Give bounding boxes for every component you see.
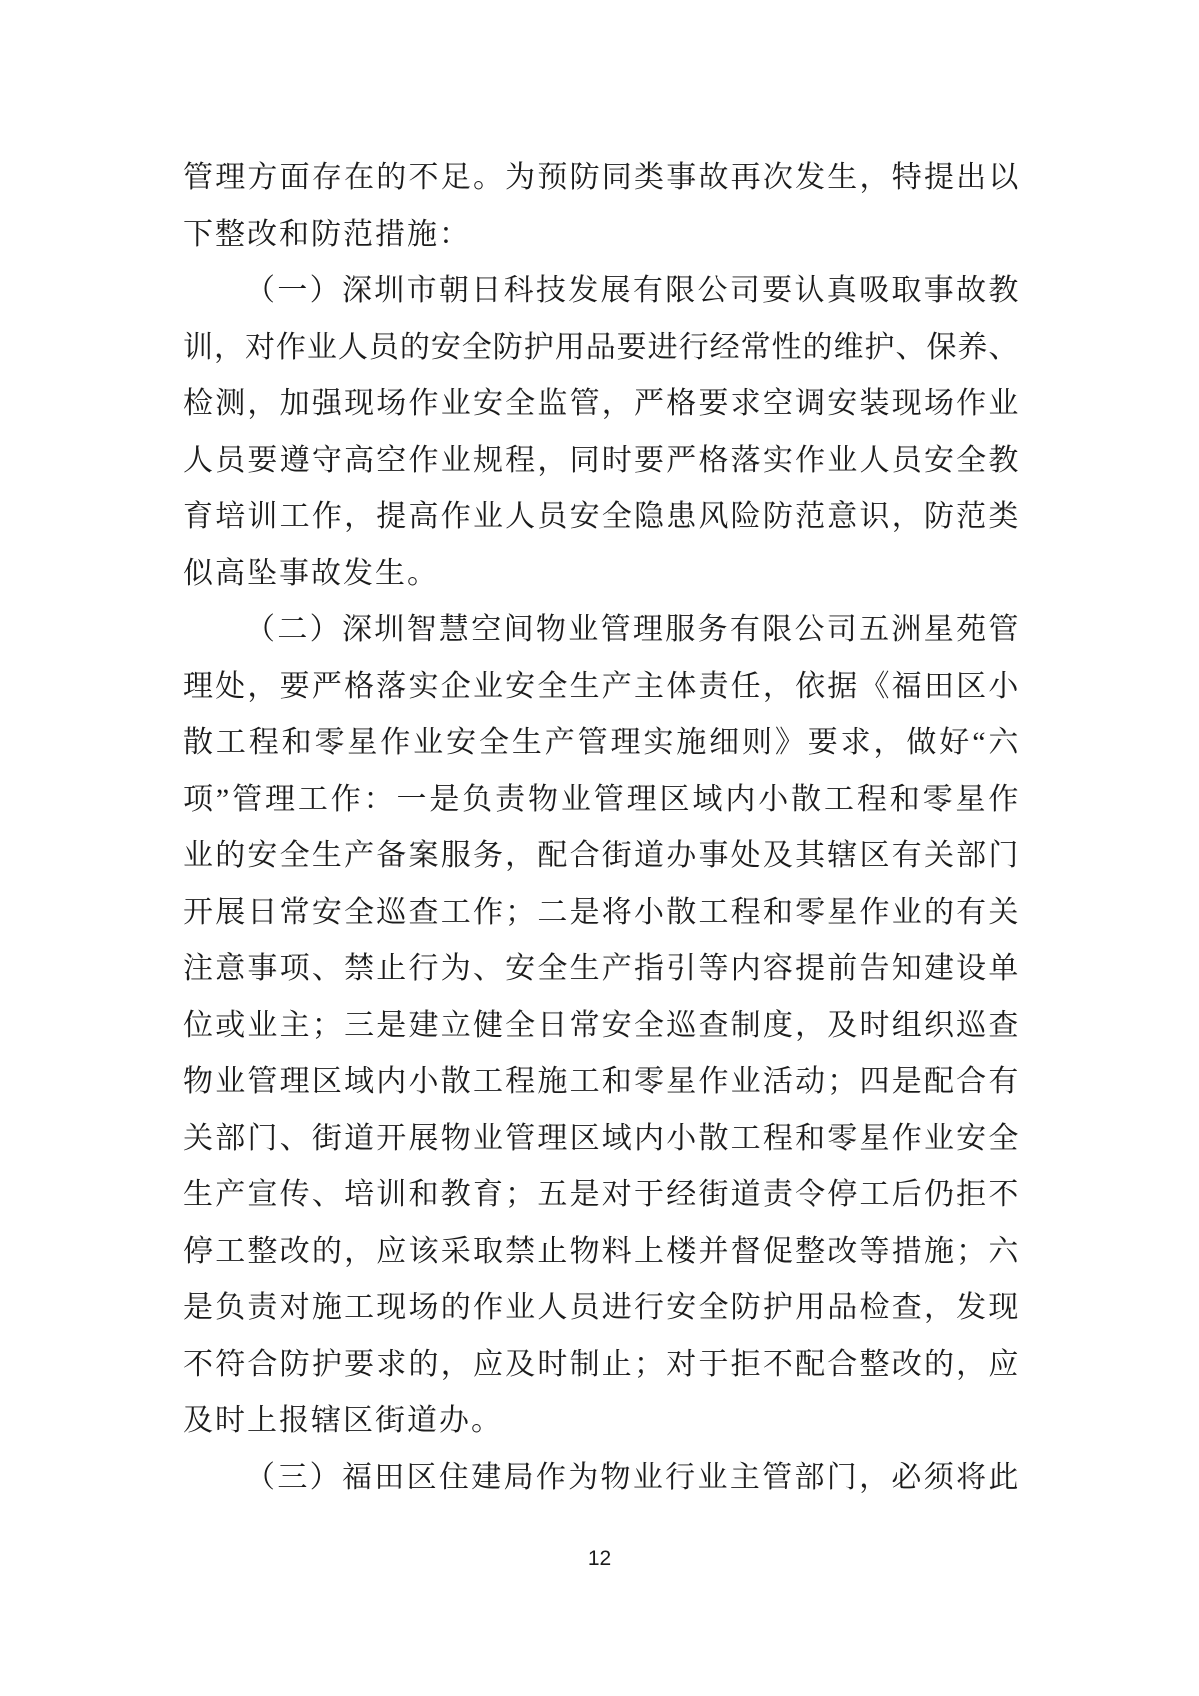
text-line: 不符合防护要求的，应及时制止；对于拒不配合整改的，应 bbox=[183, 1347, 1019, 1381]
text-line: 人员要遵守高空作业规程，同时要严格落实作业人员安全教 bbox=[183, 443, 1019, 477]
text-line: 开展日常安全巡查工作；二是将小散工程和零星作业的有关 bbox=[183, 895, 1019, 929]
text-line: 似高坠事故发生。 bbox=[183, 556, 439, 590]
text-line: 散工程和零星作业安全生产管理实施细则》要求，做好“六 bbox=[183, 726, 1019, 759]
text-line: 关部门、街道开展物业管理区域内小散工程和零星作业安全 bbox=[183, 1121, 1019, 1155]
text-line: （二）深圳智慧空间物业管理服务有限公司五洲星苑管 bbox=[245, 613, 1019, 646]
text-line: （三）福田区住建局作为物业行业主管部门，必须将此 bbox=[245, 1460, 1019, 1494]
text-line: 位或业主；三是建立健全日常安全巡查制度，及时组织巡查 bbox=[183, 1008, 1019, 1042]
text-line: 注意事项、禁止行为、安全生产指引等内容提前告知建设单 bbox=[183, 952, 1019, 985]
text-line: 物业管理区域内小散工程施工和零星作业活动；四是配合有 bbox=[183, 1065, 1019, 1098]
text-line: 理处，要严格落实企业安全生产主体责任，依据《福田区小 bbox=[183, 669, 1019, 703]
text-line: 是负责对施工现场的作业人员进行安全防护用品检查，发现 bbox=[183, 1291, 1019, 1324]
page-number: 12 bbox=[587, 1547, 612, 1570]
text-line: 生产宣传、培训和教育；五是对于经街道责令停工后仍拒不 bbox=[183, 1178, 1019, 1211]
text-line: 管理方面存在的不足。为预防同类事故再次发生，特提出以 bbox=[183, 161, 1019, 194]
text-line: 停工整改的，应该采取禁止物料上楼并督促整改等措施；六 bbox=[183, 1234, 1019, 1268]
text-line: 检测，加强现场作业安全监管，严格要求空调安装现场作业 bbox=[183, 387, 1019, 420]
page-footer bbox=[0, 1547, 1199, 1571]
text-line: 业的安全生产备案服务，配合街道办事处及其辖区有关部门 bbox=[183, 839, 1019, 872]
text-line: 训，对作业人员的安全防护用品要进行经常性的维护、保养、 bbox=[183, 330, 1019, 364]
document-body bbox=[183, 150, 1019, 1506]
text-line: 及时上报辖区街道办。 bbox=[183, 1404, 503, 1437]
text-line: （一）深圳市朝日科技发展有限公司要认真吸取事故教 bbox=[245, 274, 1019, 307]
text-line: 下整改和防范措施： bbox=[183, 217, 471, 251]
text-line: 项”管理工作：一是负责物业管理区域内小散工程和零星作 bbox=[183, 782, 1019, 816]
text-line: 育培训工作，提高作业人员安全隐患风险防范意识，防范类 bbox=[183, 500, 1019, 533]
